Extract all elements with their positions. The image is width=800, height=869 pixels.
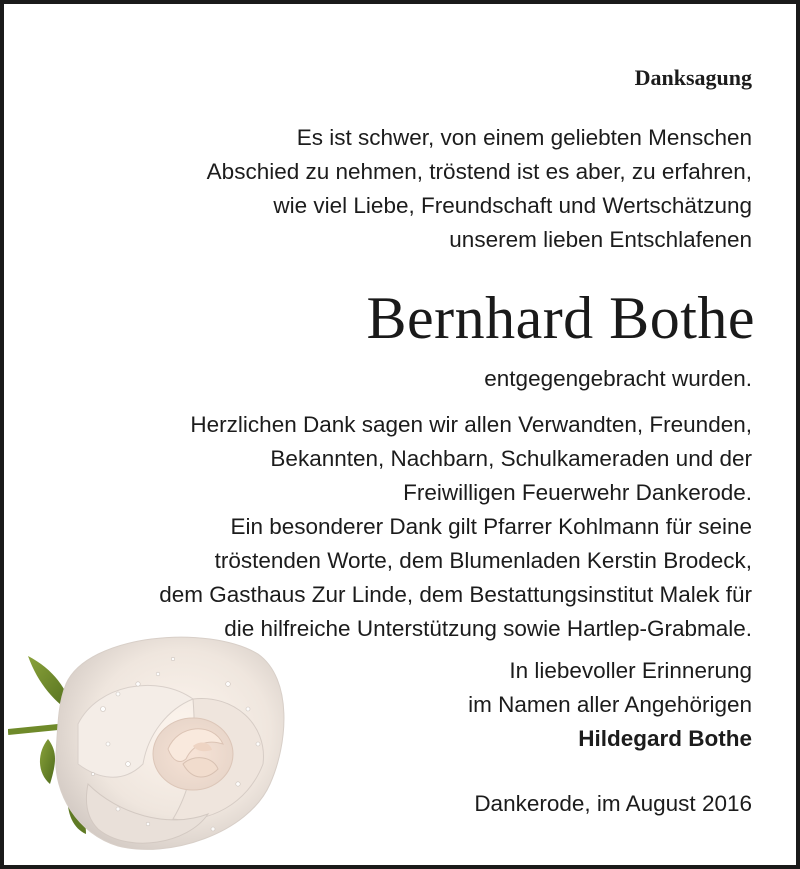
closing-line: im Namen aller Angehörigen <box>468 692 752 717</box>
after-name-text: entgegengebracht wurden. <box>484 366 752 391</box>
closing-line: In liebevoller Erinnerung <box>509 658 752 683</box>
intro-line: Abschied zu nehmen, tröstend ist es aber, zu erfahren, <box>206 159 752 184</box>
thanks-line: tröstenden Worte, dem Blumenladen Kerstin Brodeck, <box>214 548 752 573</box>
thanks-line: Ein besonderer Dank gilt Pfarrer Kohlmann für seine <box>230 514 752 539</box>
notice-heading: Danksagung <box>634 65 752 90</box>
intro-line: unserem lieben Entschlafenen <box>449 227 752 252</box>
intro-line: Es ist schwer, von einem geliebten Menschen <box>296 125 752 150</box>
thanks-paragraph <box>159 408 752 646</box>
intro-paragraph <box>207 121 752 257</box>
signature-block <box>468 654 752 756</box>
thanks-line: Freiwilligen Feuerwehr Dankerode. <box>403 480 752 505</box>
white-rose-image <box>8 614 308 869</box>
intro-line: wie viel Liebe, Freundschaft und Wertschätzung <box>273 193 752 218</box>
signer-name: Hildegard Bothe <box>578 726 752 751</box>
deceased-name: Bernhard Bothe <box>366 285 755 351</box>
thanks-line: Herzlichen Dank sagen wir allen Verwandten, Freunden, <box>190 412 752 437</box>
thanks-line: dem Gasthaus Zur Linde, dem Bestattungsinstitut Malek für <box>159 582 752 607</box>
place-date: Dankerode, im August 2016 <box>474 791 752 816</box>
thanks-line: die hilfreiche Unterstützung sowie Hartlep-Grabmale. <box>224 616 752 641</box>
thanks-line: Bekannten, Nachbarn, Schulkameraden und der <box>270 446 752 471</box>
